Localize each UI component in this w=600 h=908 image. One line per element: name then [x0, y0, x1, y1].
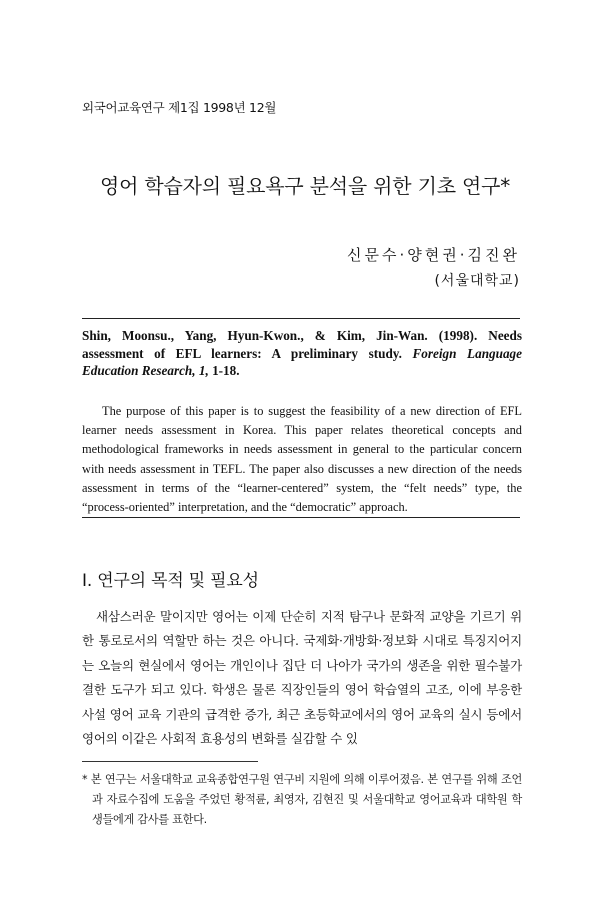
- footnote-text: * 본 연구는 서울대학교 교육종합연구원 연구비 지원에 의해 이루어졌음. 본 연구를 위해 조언과 자료수집에 도움을 주었던 황적륜, 최영자, 김현진 및 서울대학교 영어교육과 대학원 학생들에게 감사를 표한다.: [82, 773, 522, 826]
- author-names: 신문수·양현권·김진완: [347, 246, 520, 264]
- body-paragraph: 새삼스러운 말이지만 영어는 이제 단순히 지적 탐구나 문화적 교양을 기르기 위한 통로로서의 역할만 하는 것은 아니다. 국제화·개방화·정보화 시대로 특징지어지는 오늘의 현실에서 영어는 개인이나 집단 더 나아가 국가의 생존을 위한 필수불가결한 도구가 되고 있다. 학생은 물론 직장인들의 영어 학습열의 고조, 이에 부응한 사설 영어 교육 기관의 급격한 증가, 최근 초등학교에서의 영어 교육의 실시 등에서 영어의 이같은 사회적 효용성의 변화를 실감할 수 있: [82, 609, 522, 747]
- footnote-rule: [82, 761, 258, 762]
- citation-authors-year: Shin, Moonsu., Yang, Hyun-Kwon., & Kim, Jin-Wan. (1998).: [82, 328, 478, 343]
- citation-top-rule: [82, 318, 520, 319]
- citation-title: Needs assessment of EFL learners: A preliminary study.: [82, 328, 522, 361]
- citation-block: [82, 327, 522, 380]
- citation-journal: Foreign Language Education Research, 1,: [82, 345, 522, 378]
- abstract-text: The purpose of this paper is to suggest the feasibility of a new direction of EFL learner needs assessment in Korea. This paper relates theoretical concepts and methodological frameworks in needs assessment in general to the particular concern with needs assessment in TEFL. The paper also discusses a new direction of the needs assessment in terms of the “learner-centered” system, the “felt needs” type, the “process-oriented” interpretation, and the “democratic” approach.: [82, 404, 522, 515]
- abstract-bottom-rule: [82, 517, 520, 518]
- citation-pages: 1-18.: [212, 363, 240, 378]
- author-affiliation: (서울대학교): [434, 273, 520, 289]
- section-heading: Ⅰ. 연구의 목적 및 필요성: [82, 571, 259, 591]
- journal-header: 외국어교육연구 제1집 1998년 12월: [82, 100, 277, 115]
- paper-title: 영어 학습자의 필요욕구 분석을 위한 기초 연구*: [99, 174, 511, 198]
